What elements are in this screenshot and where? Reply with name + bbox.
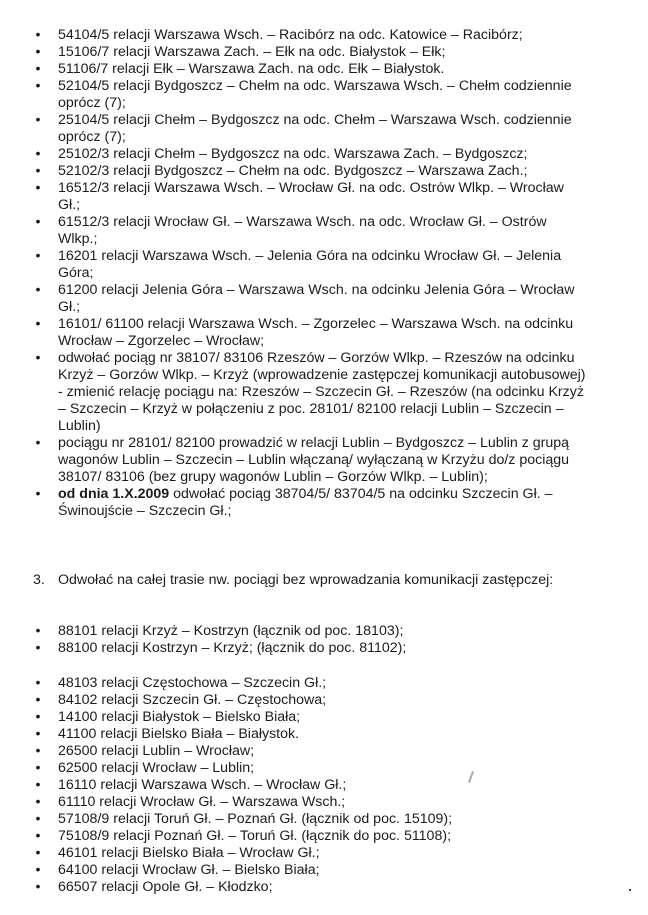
list-item-text: 54104/5 relacji Warszawa Wsch. – Racibórz na odc. Katowice – Racibórz; bbox=[58, 27, 523, 43]
list-item bbox=[0, 777, 648, 794]
list-item bbox=[0, 146, 648, 163]
list-item-text: 66507 relacji Opole Gł. – Kłodzko; bbox=[58, 879, 273, 895]
train-list-cancelled bbox=[0, 675, 648, 896]
point-heading: Odwołać na całej trasie nw. pociągi bez wprowadzania komunikacji zastępczej: bbox=[58, 572, 554, 588]
list-item-text: 25102/3 relacji Chełm – Bydgoszcz na odc. Warszawa Zach. – Bydgoszcz; bbox=[58, 146, 528, 162]
bullet-icon: • bbox=[35, 794, 41, 810]
list-item bbox=[0, 61, 648, 78]
train-list-connectors bbox=[0, 623, 648, 657]
bullet-icon: • bbox=[35, 486, 41, 502]
list-item-text: 88100 relacji Kostrzyn – Krzyż; (łącznik do poc. 81102); bbox=[58, 640, 407, 656]
bullet-icon: • bbox=[35, 180, 41, 196]
list-item bbox=[0, 862, 648, 879]
bullet-icon: • bbox=[35, 760, 41, 776]
list-item bbox=[0, 112, 648, 146]
list-item-text: 75108/9 relacji Poznań Gł. – Toruń Gł. (łącznik do poc. 51108); bbox=[58, 828, 452, 844]
list-item-text: 48103 relacji Częstochowa – Szczecin Gł.; bbox=[58, 675, 327, 691]
list-item-text: 61200 relacji Jelenia Góra – Warszawa Wsch. na odcinku Jelenia Góra – Wrocław Gł.; bbox=[58, 282, 575, 315]
list-item bbox=[0, 282, 648, 316]
list-item bbox=[0, 248, 648, 282]
bullet-icon: • bbox=[35, 350, 41, 366]
list-item-text: 62500 relacji Wrocław – Lublin; bbox=[58, 760, 255, 776]
list-item bbox=[0, 675, 648, 692]
bullet-icon: • bbox=[35, 61, 41, 77]
list-item-text: 52104/5 relacji Bydgoszcz – Chełm na odc. Warszawa Wsch. – Chełm codziennie oprócz (7); bbox=[58, 78, 572, 111]
bullet-icon: • bbox=[35, 726, 41, 742]
list-item bbox=[0, 435, 648, 486]
list-item bbox=[0, 709, 648, 726]
bullet-icon: • bbox=[35, 146, 41, 162]
list-item bbox=[0, 486, 648, 520]
bullet-icon: • bbox=[35, 112, 41, 128]
bullet-icon: • bbox=[35, 845, 41, 861]
list-item bbox=[0, 794, 648, 811]
list-item-text: 26500 relacji Lublin – Wrocław; bbox=[58, 743, 255, 759]
bullet-icon: • bbox=[35, 248, 41, 264]
list-item bbox=[0, 214, 648, 248]
bullet-icon: • bbox=[35, 811, 41, 827]
list-item-text: 16512/3 relacji Warszawa Wsch. – Wrocław Gł. na odc. Ostrów Wlkp. – Wrocław Gł.; bbox=[58, 180, 564, 213]
list-item-text: 84102 relacji Szczecin Gł. – Częstochowa; bbox=[58, 692, 327, 708]
list-item bbox=[0, 726, 648, 743]
list-item bbox=[0, 316, 648, 350]
effective-date: od dnia 1.X.2009 bbox=[58, 486, 170, 502]
bullet-icon: • bbox=[35, 743, 41, 759]
list-item-text: 14100 relacji Białystok – Bielsko Biała; bbox=[58, 709, 301, 725]
bullet-icon: • bbox=[35, 640, 41, 656]
list-item bbox=[0, 180, 648, 214]
list-item bbox=[0, 350, 648, 435]
bullet-icon: • bbox=[35, 828, 41, 844]
bullet-icon: • bbox=[35, 623, 41, 639]
bullet-icon: • bbox=[35, 435, 41, 451]
bullet-icon: • bbox=[35, 27, 41, 43]
bullet-icon: • bbox=[35, 879, 41, 895]
bullet-icon: • bbox=[35, 78, 41, 94]
bullet-icon: • bbox=[35, 709, 41, 725]
list-item-text: 52102/3 relacji Bydgoszcz – Chełm na odc. Bydgoszcz – Warszawa Zach.; bbox=[58, 163, 528, 179]
list-item-text: odwołać pociąg nr 38107/ 83106 Rzeszów – Gorzów Wlkp. – Rzeszów na odcinku Krzyż – Gorzów Wlkp. – Krzyż (wprowadzenie zastępczej komunikacji autobusowej) - zmienić relację pociągu na: Rzeszów – Szczecin Gł. – Rzeszów (na odcinku Krzyż – Szczecin – Krzyż w połączeniu z poc. 28101/ 82100 relacji Lublin – Szczecin – Lublin) bbox=[58, 350, 586, 434]
list-item bbox=[0, 879, 648, 896]
list-item-text: 61512/3 relacji Wrocław Gł. – Warszawa Wsch. na odc. Wrocław Gł. – Ostrów Wlkp.; bbox=[58, 214, 547, 247]
list-item bbox=[0, 623, 648, 640]
list-item-text: 88101 relacji Krzyż – Kostrzyn (łącznik od poc. 18103); bbox=[58, 623, 404, 639]
list-item-text: 61110 relacji Wrocław Gł. – Warszawa Wsch.; bbox=[58, 794, 346, 810]
bullet-icon: • bbox=[35, 214, 41, 230]
bullet-icon: • bbox=[35, 316, 41, 332]
list-item bbox=[0, 760, 648, 777]
section-point-3 bbox=[33, 572, 593, 589]
list-item bbox=[0, 78, 648, 112]
list-item-text: 46101 relacji Bielsko Biała – Wrocław Gł.; bbox=[58, 845, 320, 861]
bullet-icon: • bbox=[35, 692, 41, 708]
list-item bbox=[0, 743, 648, 760]
point-number: 3. bbox=[33, 572, 45, 588]
bullet-icon: • bbox=[35, 163, 41, 179]
list-item-text: 64100 relacji Wrocław Gł. – Bielsko Biała; bbox=[58, 862, 320, 878]
list-item bbox=[0, 828, 648, 845]
bullet-icon: • bbox=[35, 777, 41, 793]
list-item-text: 25104/5 relacji Chełm – Bydgoszcz na odc. Chełm – Warszawa Wsch. codziennie oprócz (7); bbox=[58, 112, 572, 145]
list-item-text: 16101/ 61100 relacji Warszawa Wsch. – Zgorzelec – Warszawa Wsch. na odcinku Wrocław – Zgorzelec – Wrocław; bbox=[58, 316, 574, 349]
list-item bbox=[0, 845, 648, 862]
bullet-icon: • bbox=[35, 862, 41, 878]
list-item-text: 15106/7 relacji Warszawa Zach. – Ełk na odc. Białystok – Ełk; bbox=[58, 44, 446, 60]
list-item bbox=[0, 692, 648, 709]
list-item-text: 16110 relacji Warszawa Wsch. – Wrocław Gł.; bbox=[58, 777, 347, 793]
bullet-icon: • bbox=[35, 44, 41, 60]
train-list-modified bbox=[0, 27, 648, 520]
list-item bbox=[0, 27, 648, 44]
list-item bbox=[0, 163, 648, 180]
list-item bbox=[0, 811, 648, 828]
list-item-text: pociągu nr 28101/ 82100 prowadzić w relacji Lublin – Bydgoszcz – Lublin z grupą wagonów Lublin – Szczecin – Lublin włączaną/ wyłączaną w Krzyżu do/z pociągu 38107/ 83106 (bez grupy wagonów Lublin – Gorzów Wlkp. – Lublin); bbox=[58, 435, 570, 485]
bullet-icon: • bbox=[35, 675, 41, 691]
scan-speck bbox=[629, 889, 631, 891]
bullet-icon: • bbox=[35, 282, 41, 298]
list-item-text: 41100 relacji Bielsko Biała – Białystok. bbox=[58, 726, 300, 742]
list-item bbox=[0, 44, 648, 61]
list-item-text: 16201 relacji Warszawa Wsch. – Jelenia Góra na odcinku Wrocław Gł. – Jelenia Góra; bbox=[58, 248, 562, 281]
list-item-text: 57108/9 relacji Toruń Gł. – Poznań Gł. (łącznik od poc. 15109); bbox=[58, 811, 453, 827]
list-item-text: 51106/7 relacji Ełk – Warszawa Zach. na odc. Ełk – Białystok. bbox=[58, 61, 445, 77]
list-item-text: odwołać pociąg 38704/5/ 83704/5 na odcinku Szczecin Gł. – Świnoujście – Szczecin Gł.; bbox=[58, 486, 553, 519]
list-item bbox=[0, 640, 648, 657]
